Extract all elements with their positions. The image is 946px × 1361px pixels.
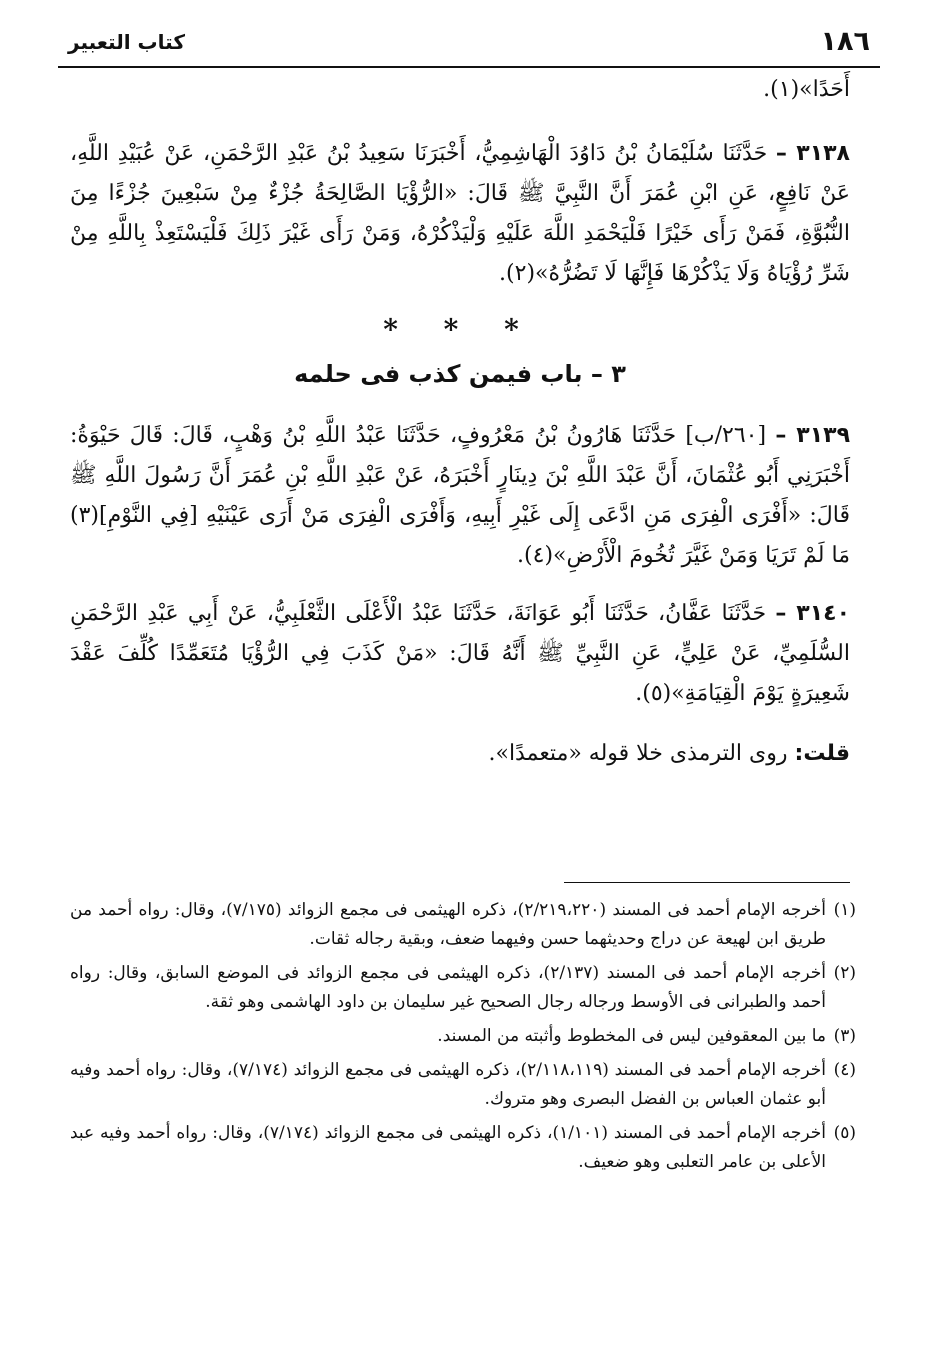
footnote-text: ما بين المعقوفين ليس فى المخطوط وأثبته من المسند. [437,1026,826,1046]
hadith-text: حَدَّثَنَا عَفَّانُ، حَدَّثَنَا أَبُو عَوَانَةَ، حَدَّثَنَا عَبْدُ الْأَعْلَى الثَّعْلَبِيُّ، عَنْ أَبِي عَبْدِ الرَّحْمَنِ السُّلَمِيِّ، عَنْ عَلِيٍّ، عَنِ النَّبِيِّ ﷺ أَنَّهُ قَالَ: «مَنْ كَذَبَ فِي الرُّؤْيَا مُتَعَمِّدًا كُلِّفَ عَقْدَ شَعِيرَةٍ يَوْمَ الْقِيَامَةِ»(٥). [70,601,850,706]
hadith-text: حَدَّثَنَا سُلَيْمَانُ بْنُ دَاوُدَ الْهَاشِمِيُّ، أَخْبَرَنَا سَعِيدُ بْنُ عَبْدِ الرَّحْمَنِ، عَنْ عُبَيْدِ اللَّهِ، عَنْ نَافِعٍ، عَنِ ابْنِ عُمَرَ أَنَّ النَّبِيَّ ﷺ قَالَ: «الرُّؤْيَا الصَّالِحَةُ جُزْءٌ مِنْ سَبْعِينَ جُزْءًا مِنَ النُّبُوَّةِ، فَمَنْ رَأَى خَيْرًا فَلْيَحْمَدِ اللَّهَ عَلَيْهِ وَلْيَذْكُرْهُ، وَمَنْ رَأَى غَيْرَ ذَلِكَ فَلْيَسْتَعِذْ بِاللَّهِ مِنْ شَرِّ رُؤْيَاهُ وَلَا يَذْكُرْهَا فَإِنَّهَا لَا تَضُرُّهُ»(٢). [70,141,850,286]
footnote [70,959,856,1017]
footnote-number: (٥) [833,1123,856,1143]
hadith-number: ٣١٣٩ – [775,423,850,448]
hadith-number: ٣١٣٨ – [775,141,850,166]
footnote [70,896,856,954]
hadith-3139 [70,416,850,576]
carry-over-text: أَحَدًا»(١). [763,77,850,102]
editor-note [70,734,850,774]
section-separator: * * * [383,313,537,346]
footnote-number: (٣) [833,1026,856,1046]
footnote-text: أخرجه الإمام أحمد فى المسند (١/١٠١)، ذكره الهيثمى فى مجمع الزوائد (٧/١٧٤)، وقال: رواه أحمد وفيه عبد الأعلى بن عامر التعلبى وهو ضعيف. [70,1123,826,1172]
chapter-heading: ٣ – باب فيمن كذب فى حلمه [294,360,626,388]
main-text [70,70,850,774]
footnote-text: أخرجه الإمام أحمد فى المسند (٢/١٣٧)، ذكره الهيثمى فى مجمع الزوائد فى الموضع السابق، وقال: رواه أحمد والطبرانى فى الأوسط ورجاله رجال الصحيح غير سليمان بن داود الهاشمى وهو ثقة. [70,963,826,1012]
note-text: روى الترمذى خلا قوله «متعمدًا». [488,741,788,766]
running-title: كتاب التعبير [68,30,185,54]
page-header [58,20,880,68]
footnote [70,1022,856,1051]
footnote-number: (٤) [833,1060,856,1080]
footnote [70,1056,856,1114]
footnotes [70,896,856,1182]
footnote-number: (٢) [833,963,856,983]
note-label: قلت: [794,741,850,766]
hadith-number: ٣١٤٠ – [775,601,850,626]
footnote-divider [564,882,850,883]
hadith-3140 [70,594,850,714]
footnote-text: أخرجه الإمام أحمد فى المسند (٢/٢١٩،٢٢٠)، ذكره الهيثمى فى مجمع الزوائد (٧/١٧٥)، وقال: رواه أحمد من طريق ابن لهيعة عن دراج وحديثهما حسن وفيهما ضعف، وبقية رجاله ثقات. [70,900,826,949]
footnote [70,1119,856,1177]
footnote-number: (١) [833,900,856,920]
hadith-text: [٢٦٠/ب] حَدَّثَنَا هَارُونُ بْنُ مَعْرُوفٍ، حَدَّثَنَا عَبْدُ اللَّهِ بْنُ وَهْبٍ، قَالَ: قَالَ حَيْوَةُ: أَخْبَرَنِي أَبُو عُثْمَانَ، أَنَّ عَبْدَ اللَّهِ بْنَ دِينَارٍ أَخْبَرَهُ، عَنْ عَبْدِ اللَّهِ بْنِ عُمَرَ أَنَّ رَسُولَ اللَّهِ ﷺ قَالَ: «أَفْرَى الْفِرَى مَنِ ادَّعَى إِلَى غَيْرِ أَبِيهِ، وَأَفْرَى الْفِرَى مَنْ أَرَى عَيْنَيْهِ [فِي النَّوْمِ](٣) مَا لَمْ تَرَيَا وَمَنْ غَيَّرَ تُخُومَ الْأَرْضِ»(٤). [70,423,850,568]
footnote-text: أخرجه الإمام أحمد فى المسند (٢/١١٨،١١٩)، ذكره الهيثمى فى مجمع الزوائد (٧/١٧٤)، وقال: رواه أحمد وفيه أبو عثمان العباس بن الفضل البصرى وهو متروك. [70,1060,826,1109]
hadith-3138 [70,134,850,294]
page-number: ١٨٦ [820,26,870,57]
